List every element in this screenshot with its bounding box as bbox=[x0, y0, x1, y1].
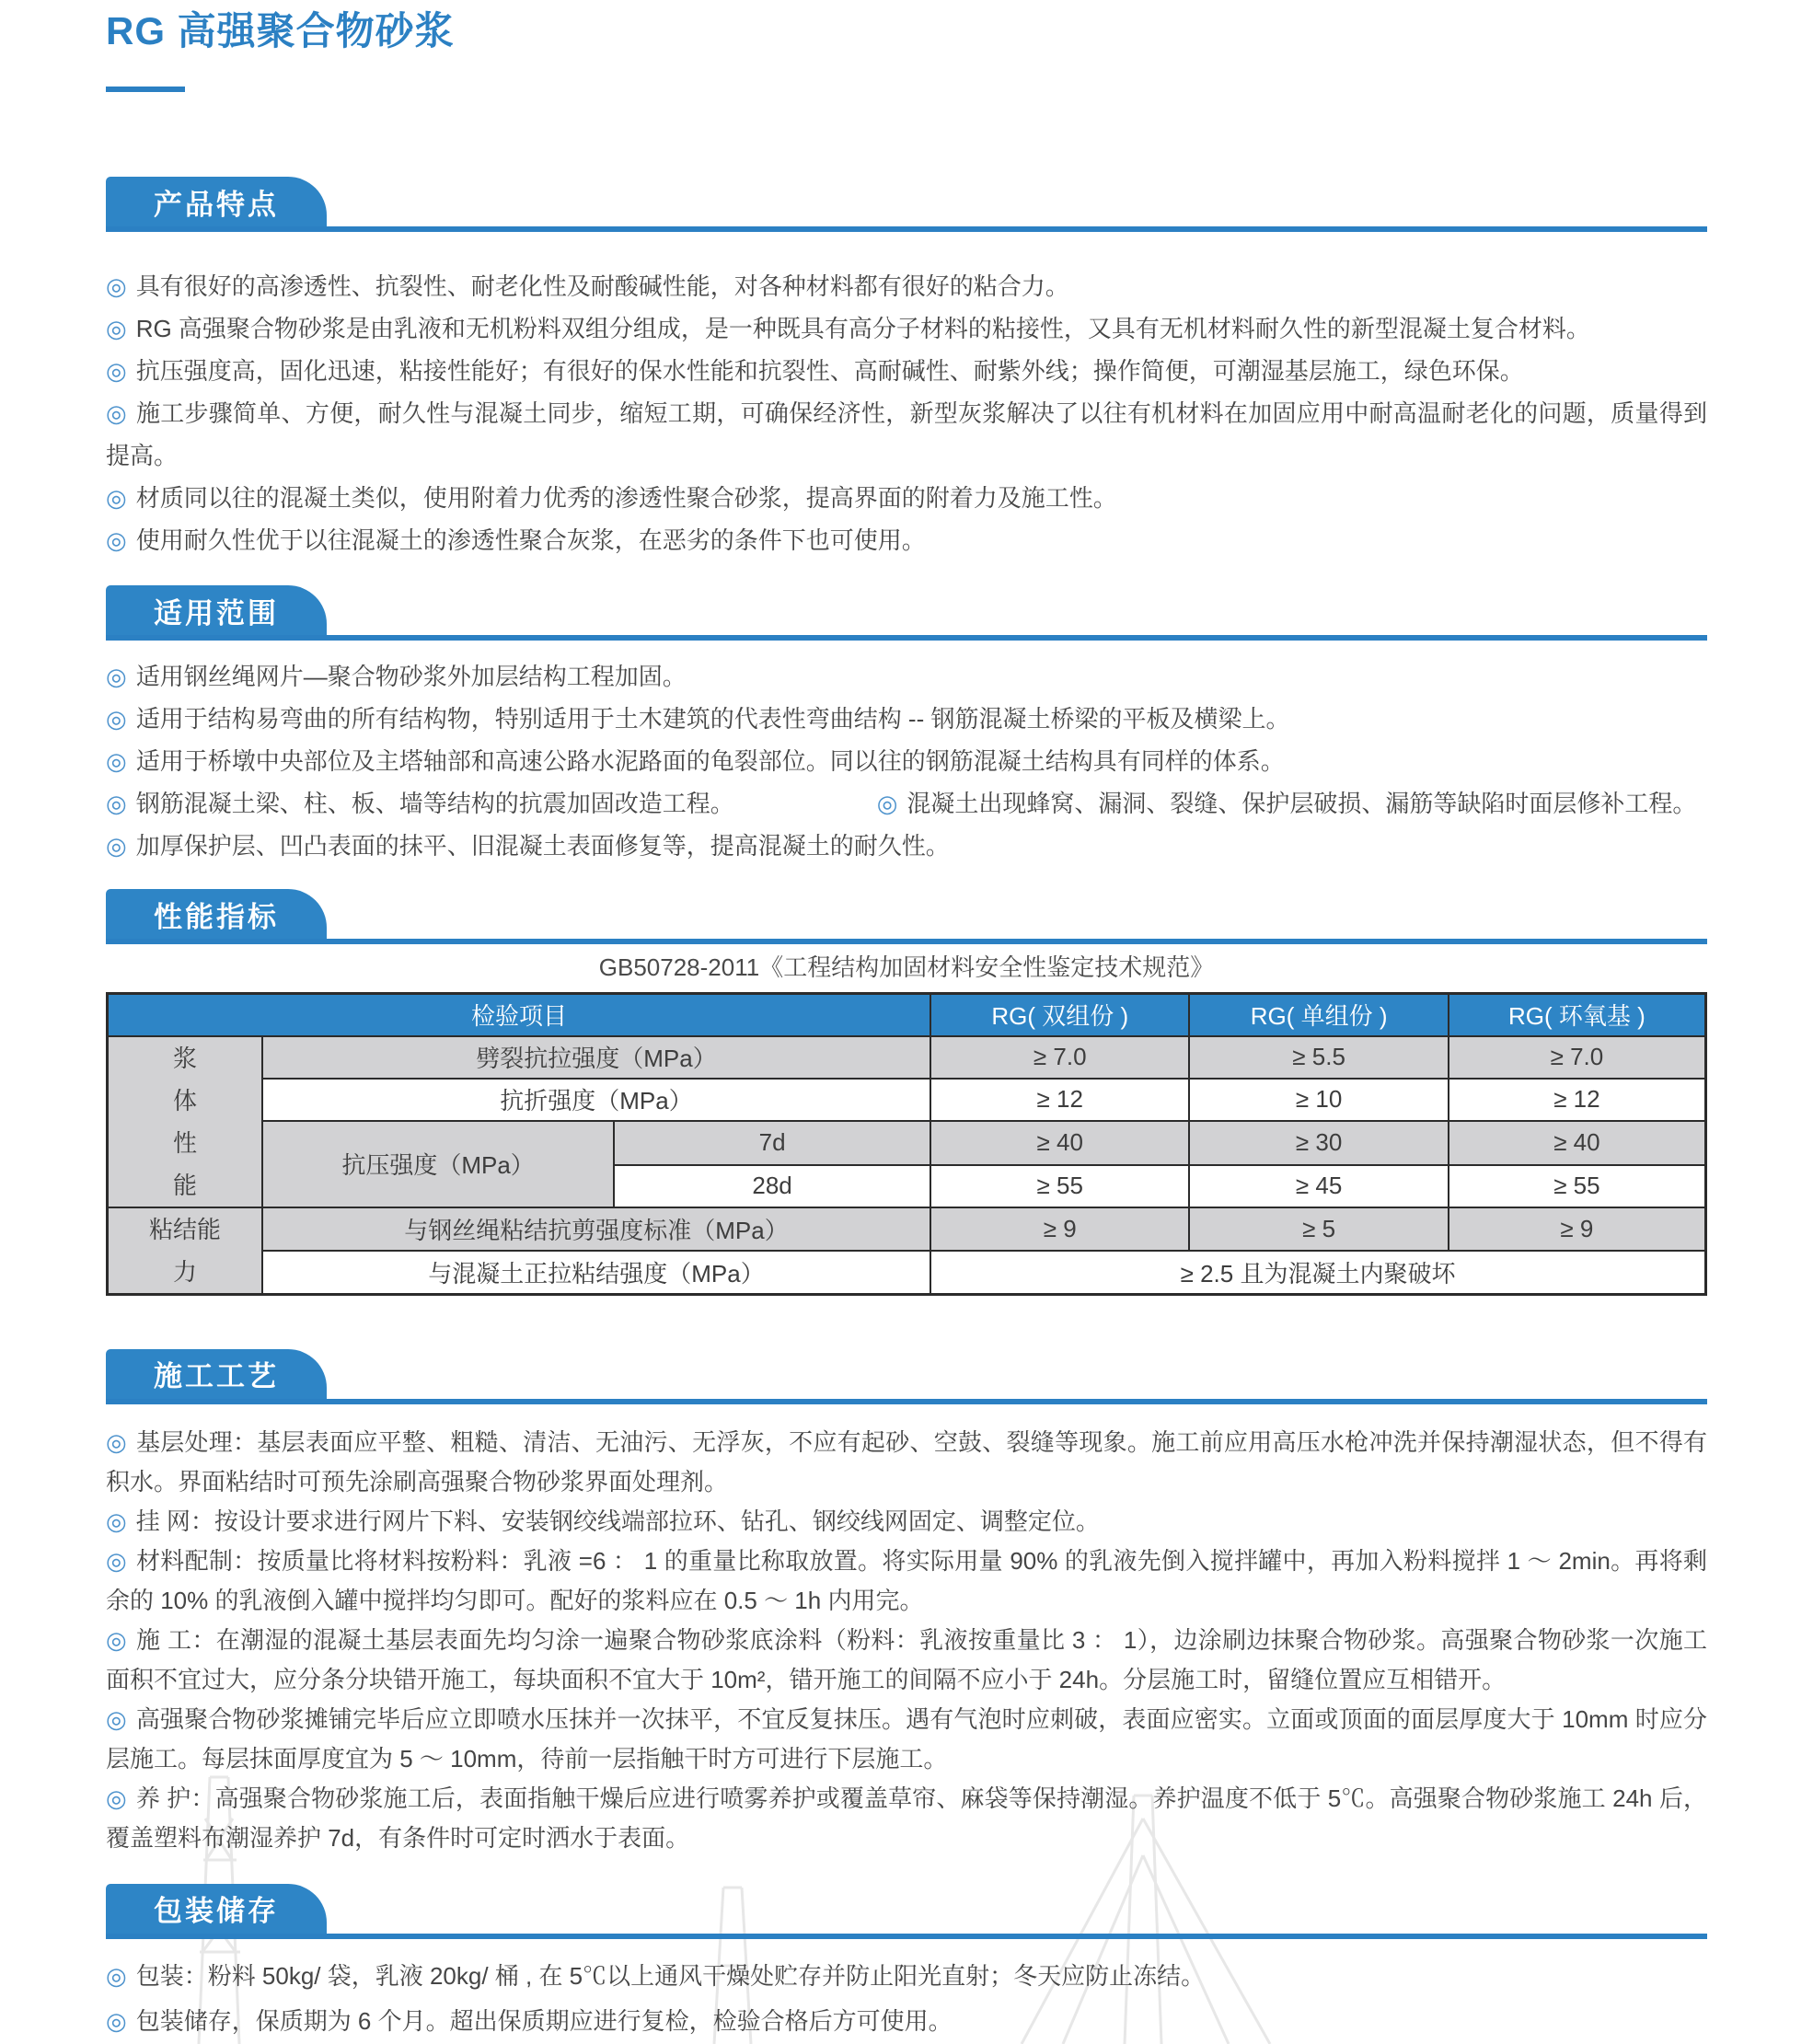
performance-table bbox=[106, 992, 1707, 1296]
bullet-ring-icon: ◎ bbox=[876, 790, 898, 817]
group-label: 粘结能力 bbox=[148, 1215, 221, 1286]
section-performance bbox=[106, 889, 1707, 1296]
section-features bbox=[106, 177, 1707, 561]
bullet-text: 加厚保护层、凹凸表面的抹平、旧混凝土表面修复等，提高混凝土的耐久性。 bbox=[135, 832, 950, 860]
table-row-shear bbox=[108, 1207, 1706, 1251]
section-badge-performance bbox=[106, 889, 327, 939]
scope-bullet-pair bbox=[106, 782, 1707, 825]
cell-compressive-28d-rg-epoxy: ≥ 55 bbox=[1449, 1165, 1706, 1207]
cell-shear-rg-one: ≥ 5 bbox=[1189, 1207, 1448, 1251]
packaging-bullet bbox=[106, 1954, 1707, 1999]
cell-compressive-7d-rg-one: ≥ 30 bbox=[1189, 1121, 1448, 1165]
group-cell-bond-capacity bbox=[108, 1207, 262, 1295]
feature-bullet bbox=[106, 265, 1707, 307]
section-badge-process bbox=[106, 1349, 327, 1399]
bullet-text: 使用耐久性优于以往混凝土的渗透性聚合灰浆，在恶劣的条件下也可使用。 bbox=[135, 526, 926, 554]
feature-bullet bbox=[106, 519, 1707, 561]
col-header-item: 检验项目 bbox=[108, 994, 931, 1036]
cell-flexural-name: 抗折强度（MPa） bbox=[262, 1079, 930, 1121]
section-packaging bbox=[106, 1884, 1707, 2044]
cell-split-tensile-name: 劈裂抗拉强度（MPa） bbox=[262, 1036, 930, 1079]
group-label: 浆体性能 bbox=[172, 1044, 197, 1199]
section-header-packaging bbox=[106, 1884, 1707, 1939]
bullet-text: 挂 网：按设计要求进行网片下料、安装钢绞线端部拉环、钻孔、钢绞线网固定、调整定位。 bbox=[135, 1507, 1100, 1535]
cell-compressive-28d-rg-one: ≥ 45 bbox=[1189, 1165, 1448, 1207]
section-badge-packaging bbox=[106, 1884, 327, 1934]
cell-compressive-28d-rg-two: ≥ 55 bbox=[930, 1165, 1189, 1207]
group-cell-paste-performance bbox=[108, 1036, 262, 1207]
process-bullet bbox=[106, 1502, 1707, 1542]
document-content bbox=[0, 7, 1813, 2044]
bullet-text: 混凝土出现蜂窝、漏洞、裂缝、保护层破损、漏筋等缺陷时面层修补工程。 bbox=[906, 790, 1697, 817]
feature-bullet bbox=[106, 392, 1707, 477]
bullet-text: 适用钢丝绳网片—聚合物砂浆外加层结构工程加固。 bbox=[135, 663, 687, 690]
title-underline bbox=[106, 87, 185, 92]
table-row-split-tensile bbox=[108, 1036, 1706, 1079]
scope-bullet-list bbox=[106, 655, 1707, 867]
bullet-ring-icon: ◎ bbox=[106, 526, 127, 554]
section-scope bbox=[106, 585, 1707, 867]
section-header-process bbox=[106, 1349, 1707, 1404]
bullet-ring-icon: ◎ bbox=[106, 1546, 127, 1575]
packaging-bullet bbox=[106, 1999, 1707, 2044]
feature-bullet bbox=[106, 307, 1707, 350]
scope-bullet bbox=[106, 740, 1707, 782]
col-header-rg-two-part: RG( 双组份 ) bbox=[930, 994, 1189, 1036]
bullet-ring-icon: ◎ bbox=[106, 315, 127, 342]
bullet-ring-icon: ◎ bbox=[106, 2006, 127, 2035]
scope-bullet bbox=[106, 698, 1707, 740]
bullet-ring-icon: ◎ bbox=[106, 357, 127, 385]
cell-flexural-rg-epoxy: ≥ 12 bbox=[1449, 1079, 1706, 1121]
bullet-ring-icon: ◎ bbox=[106, 747, 127, 775]
bullet-ring-icon: ◎ bbox=[106, 272, 127, 300]
cell-shear-rg-two: ≥ 9 bbox=[930, 1207, 1189, 1251]
cell-compressive-7d-label: 7d bbox=[614, 1121, 930, 1165]
col-header-rg-epoxy: RG( 环氧基 ) bbox=[1449, 994, 1706, 1036]
process-bullet bbox=[106, 1621, 1707, 1700]
cell-pull-all: ≥ 2.5 且为混凝土内聚破坏 bbox=[930, 1251, 1705, 1294]
bullet-ring-icon: ◎ bbox=[106, 790, 127, 817]
bullet-ring-icon: ◎ bbox=[106, 1784, 127, 1812]
scope-bullet bbox=[106, 825, 1707, 867]
cell-flexural-rg-two: ≥ 12 bbox=[930, 1079, 1189, 1121]
col-header-rg-one-part: RG( 单组份 ) bbox=[1189, 994, 1448, 1036]
process-bullet bbox=[106, 1542, 1707, 1621]
bullet-ring-icon: ◎ bbox=[106, 1427, 127, 1456]
cell-flexural-rg-one: ≥ 10 bbox=[1189, 1079, 1448, 1121]
bullet-text: 包装储存，保质期为 6 个月。超出保质期应进行复检，检验合格后方可使用。 bbox=[135, 2006, 953, 2035]
cell-pull-name: 与混凝土正拉粘结强度（MPa） bbox=[262, 1251, 930, 1294]
bullet-text: 适用于结构易弯曲的所有结构物，特别适用于土木建筑的代表性弯曲结构 -- 钢筋混凝土桥梁的平板及横梁上。 bbox=[135, 705, 1290, 733]
standard-caption: GB50728-2011《工程结构加固材料安全性鉴定技术规范》 bbox=[598, 953, 1215, 981]
cell-shear-rg-epoxy: ≥ 9 bbox=[1449, 1207, 1706, 1251]
feature-bullet bbox=[106, 350, 1707, 392]
section-header-features bbox=[106, 177, 1707, 232]
bullet-ring-icon: ◎ bbox=[106, 705, 127, 733]
table-row-pull-bond bbox=[108, 1251, 1706, 1294]
bullet-text: 施工步骤简单、方便，耐久性与混凝土同步，缩短工期，可确保经济性，新型灰浆解决了以往有机材料在加固应用中耐高温耐老化的问题，质量得到提高。 bbox=[106, 399, 1707, 469]
bullet-ring-icon: ◎ bbox=[106, 1704, 127, 1733]
bullet-ring-icon: ◎ bbox=[106, 1625, 128, 1654]
cell-compressive-name: 抗压强度（MPa） bbox=[262, 1121, 614, 1207]
bullet-ring-icon: ◎ bbox=[106, 1961, 127, 1990]
section-header-performance bbox=[106, 889, 1707, 944]
cell-compressive-7d-rg-two: ≥ 40 bbox=[930, 1121, 1189, 1165]
cell-compressive-28d-label: 28d bbox=[614, 1165, 930, 1207]
feature-bullet bbox=[106, 477, 1707, 519]
cell-split-tensile-rg-epoxy: ≥ 7.0 bbox=[1449, 1036, 1706, 1079]
process-bullet bbox=[106, 1423, 1707, 1502]
cell-split-tensile-rg-one: ≥ 5.5 bbox=[1189, 1036, 1448, 1079]
table-row-compressive-7d bbox=[108, 1121, 1706, 1165]
table-row-flexural bbox=[108, 1079, 1706, 1121]
section-badge-label: 产品特点 bbox=[154, 188, 279, 221]
bullet-ring-icon: ◎ bbox=[106, 1507, 127, 1535]
bullet-text: 施 工：在潮湿的混凝土基层表面先均匀涂一遍聚合物砂浆底涂料（粉料：乳液按重量比 3 ： 1），边涂刷边抹聚合物砂浆。高强聚合物砂浆一次施工面积不宜过大，应分条分块错开施工，每块面积不宜大于 10m²，错开施工的间隔不应小于 24h。分层施工时，留缝位置应互相错开。 bbox=[106, 1625, 1707, 1693]
bullet-text: 高强聚合物砂浆摊铺完毕后应立即喷水压抹并一次抹平，不宜反复抹压。遇有气泡时应刺破，表面应密实。立面或顶面的面层厚度大于 10mm 时应分层施工。每层抹面厚度宜为 5 ～ 10mm，待前一层指触干时方可进行下层施工。 bbox=[106, 1704, 1708, 1773]
packaging-bullet-list bbox=[106, 1954, 1707, 2044]
page-title: RG 高强聚合物砂浆 bbox=[106, 9, 455, 52]
bullet-text: 抗压强度高，固化迅速，粘接性能好；有很好的保水性能和抗裂性、高耐碱性、耐紫外线；操作简便，可潮湿基层施工，绿色环保。 bbox=[135, 357, 1524, 385]
section-badge-scope bbox=[106, 585, 327, 635]
bullet-ring-icon: ◎ bbox=[106, 832, 127, 860]
bullet-text: 材料配制：按质量比将材料按粉料：乳液 =6 ： 1 的重量比称取放置。将实际用量 90% 的乳液先倒入搅拌罐中，再加入粉料搅拌 1 ～ 2min。再将剩余的 10% 的乳液倒入罐中搅拌均匀即可。配好的浆料应在 0.5 ～ 1h 内用完。 bbox=[106, 1546, 1707, 1614]
table-header-row bbox=[108, 994, 1706, 1036]
bullet-text: 养 护：高强聚合物砂浆施工后，表面指触干燥后应进行喷雾养护或覆盖草帘、麻袋等保持潮湿。养护温度不低于 5℃。高强聚合物砂浆施工 24h 后，覆盖塑料布潮湿养护 7d，有条件时可定时洒水于表面。 bbox=[106, 1784, 1707, 1852]
bullet-ring-icon: ◎ bbox=[106, 663, 127, 690]
bullet-text: 具有很好的高渗透性、抗裂性、耐老化性及耐酸碱性能，对各种材料都有很好的粘合力。 bbox=[135, 272, 1069, 300]
section-badge-label: 施工工艺 bbox=[154, 1360, 279, 1392]
bullet-text: 基层处理：基层表面应平整、粗糙、清洁、无油污、无浮灰，不应有起砂、空鼓、裂缝等现象。施工前应用高压水枪冲洗并保持潮湿状态，但不得有积水。界面粘结时可预先涂刷高强聚合物砂浆界面处理剂。 bbox=[106, 1427, 1707, 1495]
section-badge-features bbox=[106, 177, 327, 226]
section-process bbox=[106, 1349, 1707, 1858]
bullet-text: RG 高强聚合物砂浆是由乳液和无机粉料双组分组成，是一种既具有高分子材料的粘接性，又具有无机材料耐久性的新型混凝土复合材料。 bbox=[135, 315, 1590, 342]
section-header-scope bbox=[106, 585, 1707, 641]
cell-split-tensile-rg-two: ≥ 7.0 bbox=[930, 1036, 1189, 1079]
bullet-ring-icon: ◎ bbox=[106, 399, 127, 427]
scope-bullet bbox=[106, 655, 1707, 698]
section-badge-label: 包装储存 bbox=[154, 1895, 279, 1927]
section-badge-label: 性能指标 bbox=[154, 900, 279, 933]
section-badge-label: 适用范围 bbox=[154, 596, 279, 629]
process-bullet bbox=[106, 1779, 1707, 1858]
features-bullet-list bbox=[106, 265, 1707, 561]
bullet-ring-icon: ◎ bbox=[106, 484, 127, 512]
process-bullet bbox=[106, 1700, 1707, 1779]
bullet-text: 材质同以往的混凝土类似，使用附着力优秀的渗透性聚合砂浆，提高界面的附着力及施工性。 bbox=[135, 484, 1117, 512]
process-bullet-list bbox=[106, 1423, 1707, 1858]
cell-shear-name: 与钢丝绳粘结抗剪强度标准（MPa） bbox=[262, 1207, 930, 1251]
bullet-text: 适用于桥墩中央部位及主塔轴部和高速公路水泥路面的龟裂部位。同以往的钢筋混凝土结构具有同样的体系。 bbox=[135, 747, 1285, 775]
bullet-text: 包装：粉料 50kg/ 袋，乳液 20kg/ 桶 , 在 5℃以上通风干燥处贮存并防止阳光直射；冬天应防止冻结。 bbox=[135, 1961, 1206, 1990]
cell-compressive-7d-rg-epoxy: ≥ 40 bbox=[1449, 1121, 1706, 1165]
bullet-text: 钢筋混凝土梁、柱、板、墙等结构的抗震加固改造工程。 bbox=[135, 790, 734, 817]
